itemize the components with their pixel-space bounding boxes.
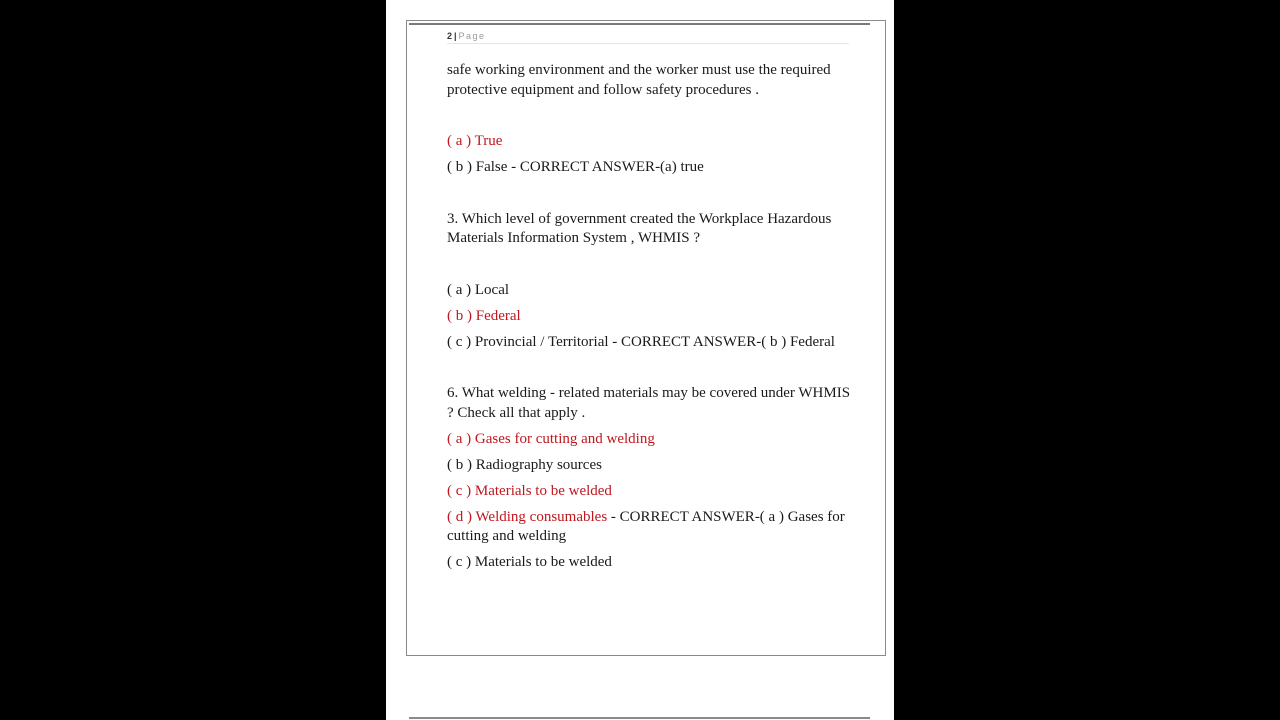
correct-answer-text: - CORRECT ANSWER-( a ) Gases for cutting and welding (447, 508, 845, 544)
next-page-top-rule (409, 717, 870, 719)
question-6-text: 6. What welding - related materials may be covered under WHMIS ? Check all that apply . (447, 385, 851, 421)
option-c-provincial: ( c ) Provincial / Territorial - CORRECT ANSWER-( b ) Federal (447, 333, 835, 350)
correct-answer-text: - CORRECT ANSWER-(a) true (507, 159, 704, 175)
question-6 (447, 384, 857, 573)
option-c-materials: ( c ) Materials to be welded (447, 482, 612, 499)
page-header (447, 31, 486, 41)
continuation-paragraph: safe working environment and the worker must use the required protective equipment and follow safety procedures . (447, 62, 831, 98)
question-3 (447, 210, 857, 353)
document-page (386, 0, 894, 720)
question-3-text: 3. Which level of government created the Workplace Hazardous Materials Information System , WHMIS ? (447, 210, 832, 246)
page-number: 2 (447, 31, 453, 41)
option-b-radiography: ( b ) Radiography sources (447, 456, 602, 473)
correct-answer-text: - CORRECT ANSWER-( b ) Federal (608, 333, 835, 350)
correct-answer-extra: ( c ) Materials to be welded (447, 554, 612, 570)
page-header-label: Page (458, 31, 486, 41)
header-top-rule (409, 23, 870, 25)
document-content (447, 61, 857, 573)
option-a-gases: ( a ) Gases for cutting and welding (447, 430, 655, 447)
page-header-separator: | (454, 31, 457, 41)
option-d-consumables: ( d ) Welding consumables - CORRECT ANSWER-( a ) Gases for cutting and welding (447, 508, 845, 544)
option-a-local: ( a ) Local (447, 281, 510, 298)
question-prev-options (447, 132, 857, 178)
option-b-federal: ( b ) Federal (447, 307, 521, 324)
header-bottom-rule (447, 43, 849, 44)
option-b-false: ( b ) False - CORRECT ANSWER-(a) true (447, 159, 704, 175)
option-a-true: ( a ) True (447, 133, 503, 149)
